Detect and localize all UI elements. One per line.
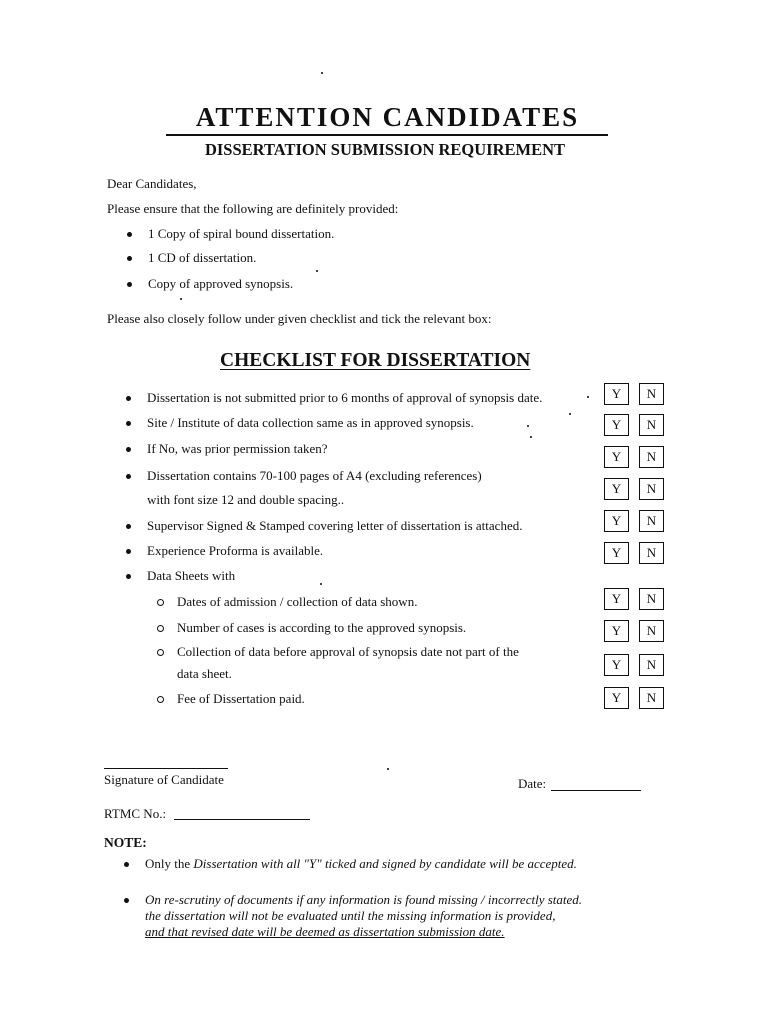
note-item: On re-scrutiny of documents if any information is found missing / incorrectly stated. <box>145 892 583 907</box>
note-item <box>145 856 577 872</box>
no-checkbox[interactable]: N <box>639 588 664 610</box>
checklist-title: CHECKLIST FOR DISSERTATION <box>220 350 531 371</box>
data-sheet-item: Collection of data before approval of synopsis date not part of the <box>177 644 519 659</box>
checklist-item: Site / Institute of data collection same as in approved synopsis. <box>147 415 474 430</box>
scan-speck <box>316 270 318 272</box>
checklist-item: Dissertation is not submitted prior to 6 months of approval of synopsis date. <box>147 390 543 405</box>
scan-speck <box>321 72 323 74</box>
rtmc-label: RTMC No.: <box>104 806 167 821</box>
no-checkbox[interactable]: N <box>639 446 664 468</box>
yes-checkbox[interactable]: Y <box>604 588 629 610</box>
yes-checkbox[interactable]: Y <box>604 478 629 500</box>
date-field[interactable] <box>551 790 641 791</box>
signature-line[interactable] <box>104 768 228 769</box>
yes-checkbox[interactable]: Y <box>604 414 629 436</box>
page-subtitle: DISSERTATION SUBMISSION REQUIREMENT <box>204 140 566 159</box>
note-prefix: Only the <box>145 856 194 871</box>
yes-checkbox[interactable]: Y <box>604 687 629 709</box>
requirement-item: Copy of approved synopsis. <box>148 276 294 291</box>
requirement-item: 1 CD of dissertation. <box>148 250 257 265</box>
note-emphasis: Dissertation with all "Y" ticked and signed by candidate will be accepted. <box>193 856 577 871</box>
checklist-item-continued: with font size 12 and double spacing.. <box>147 492 345 507</box>
page-title: ATTENTION CANDIDATES <box>195 102 580 132</box>
data-sheet-item: Number of cases is according to the approved synopsis. <box>177 620 467 635</box>
scan-speck <box>587 396 589 398</box>
yes-checkbox[interactable]: Y <box>604 654 629 676</box>
yes-checkbox[interactable]: Y <box>604 446 629 468</box>
checklist-item: Experience Proforma is available. <box>147 543 324 558</box>
no-checkbox[interactable]: N <box>639 542 664 564</box>
yes-checkbox[interactable]: Y <box>604 620 629 642</box>
note-heading: NOTE: <box>104 835 147 850</box>
requirement-item: 1 Copy of spiral bound dissertation. <box>148 226 335 241</box>
no-checkbox[interactable]: N <box>639 510 664 532</box>
instruction-text: Please ensure that the following are definitely provided: <box>107 201 399 216</box>
signature-label: Signature of Candidate <box>104 772 224 787</box>
no-checkbox[interactable]: N <box>639 414 664 436</box>
no-checkbox[interactable]: N <box>639 687 664 709</box>
scan-speck <box>527 425 529 427</box>
note-item-continued: and that revised date will be deemed as dissertation submission date. <box>145 924 505 939</box>
data-sheet-item: Dates of admission / collection of data shown. <box>177 594 418 609</box>
scan-speck <box>530 436 532 438</box>
greeting: Dear Candidates, <box>107 176 197 191</box>
scan-speck <box>320 583 322 585</box>
checklist-item: If No, was prior permission taken? <box>147 441 328 456</box>
yes-checkbox[interactable]: Y <box>604 542 629 564</box>
data-sheet-item: Fee of Dissertation paid. <box>177 691 305 706</box>
date-label: Date: <box>518 776 547 791</box>
data-sheets-label: Data Sheets with <box>147 568 236 583</box>
checklist-item: Supervisor Signed & Stamped covering letter of dissertation is attached. <box>147 518 523 533</box>
note-item-continued: the dissertation will not be evaluated until the missing information is provided, <box>145 908 556 923</box>
scan-speck <box>569 413 571 415</box>
no-checkbox[interactable]: N <box>639 383 664 405</box>
title-underline <box>166 134 608 136</box>
data-sheet-item-continued: data sheet. <box>177 666 232 681</box>
follow-instruction: Please also closely follow under given checklist and tick the relevant box: <box>107 311 492 326</box>
yes-checkbox[interactable]: Y <box>604 383 629 405</box>
scan-speck <box>387 768 389 770</box>
no-checkbox[interactable]: N <box>639 478 664 500</box>
no-checkbox[interactable]: N <box>639 620 664 642</box>
yes-checkbox[interactable]: Y <box>604 510 629 532</box>
rtmc-field[interactable] <box>174 819 310 820</box>
checklist-item: Dissertation contains 70-100 pages of A4 (excluding references) <box>147 468 482 483</box>
no-checkbox[interactable]: N <box>639 654 664 676</box>
scan-speck <box>180 298 182 300</box>
